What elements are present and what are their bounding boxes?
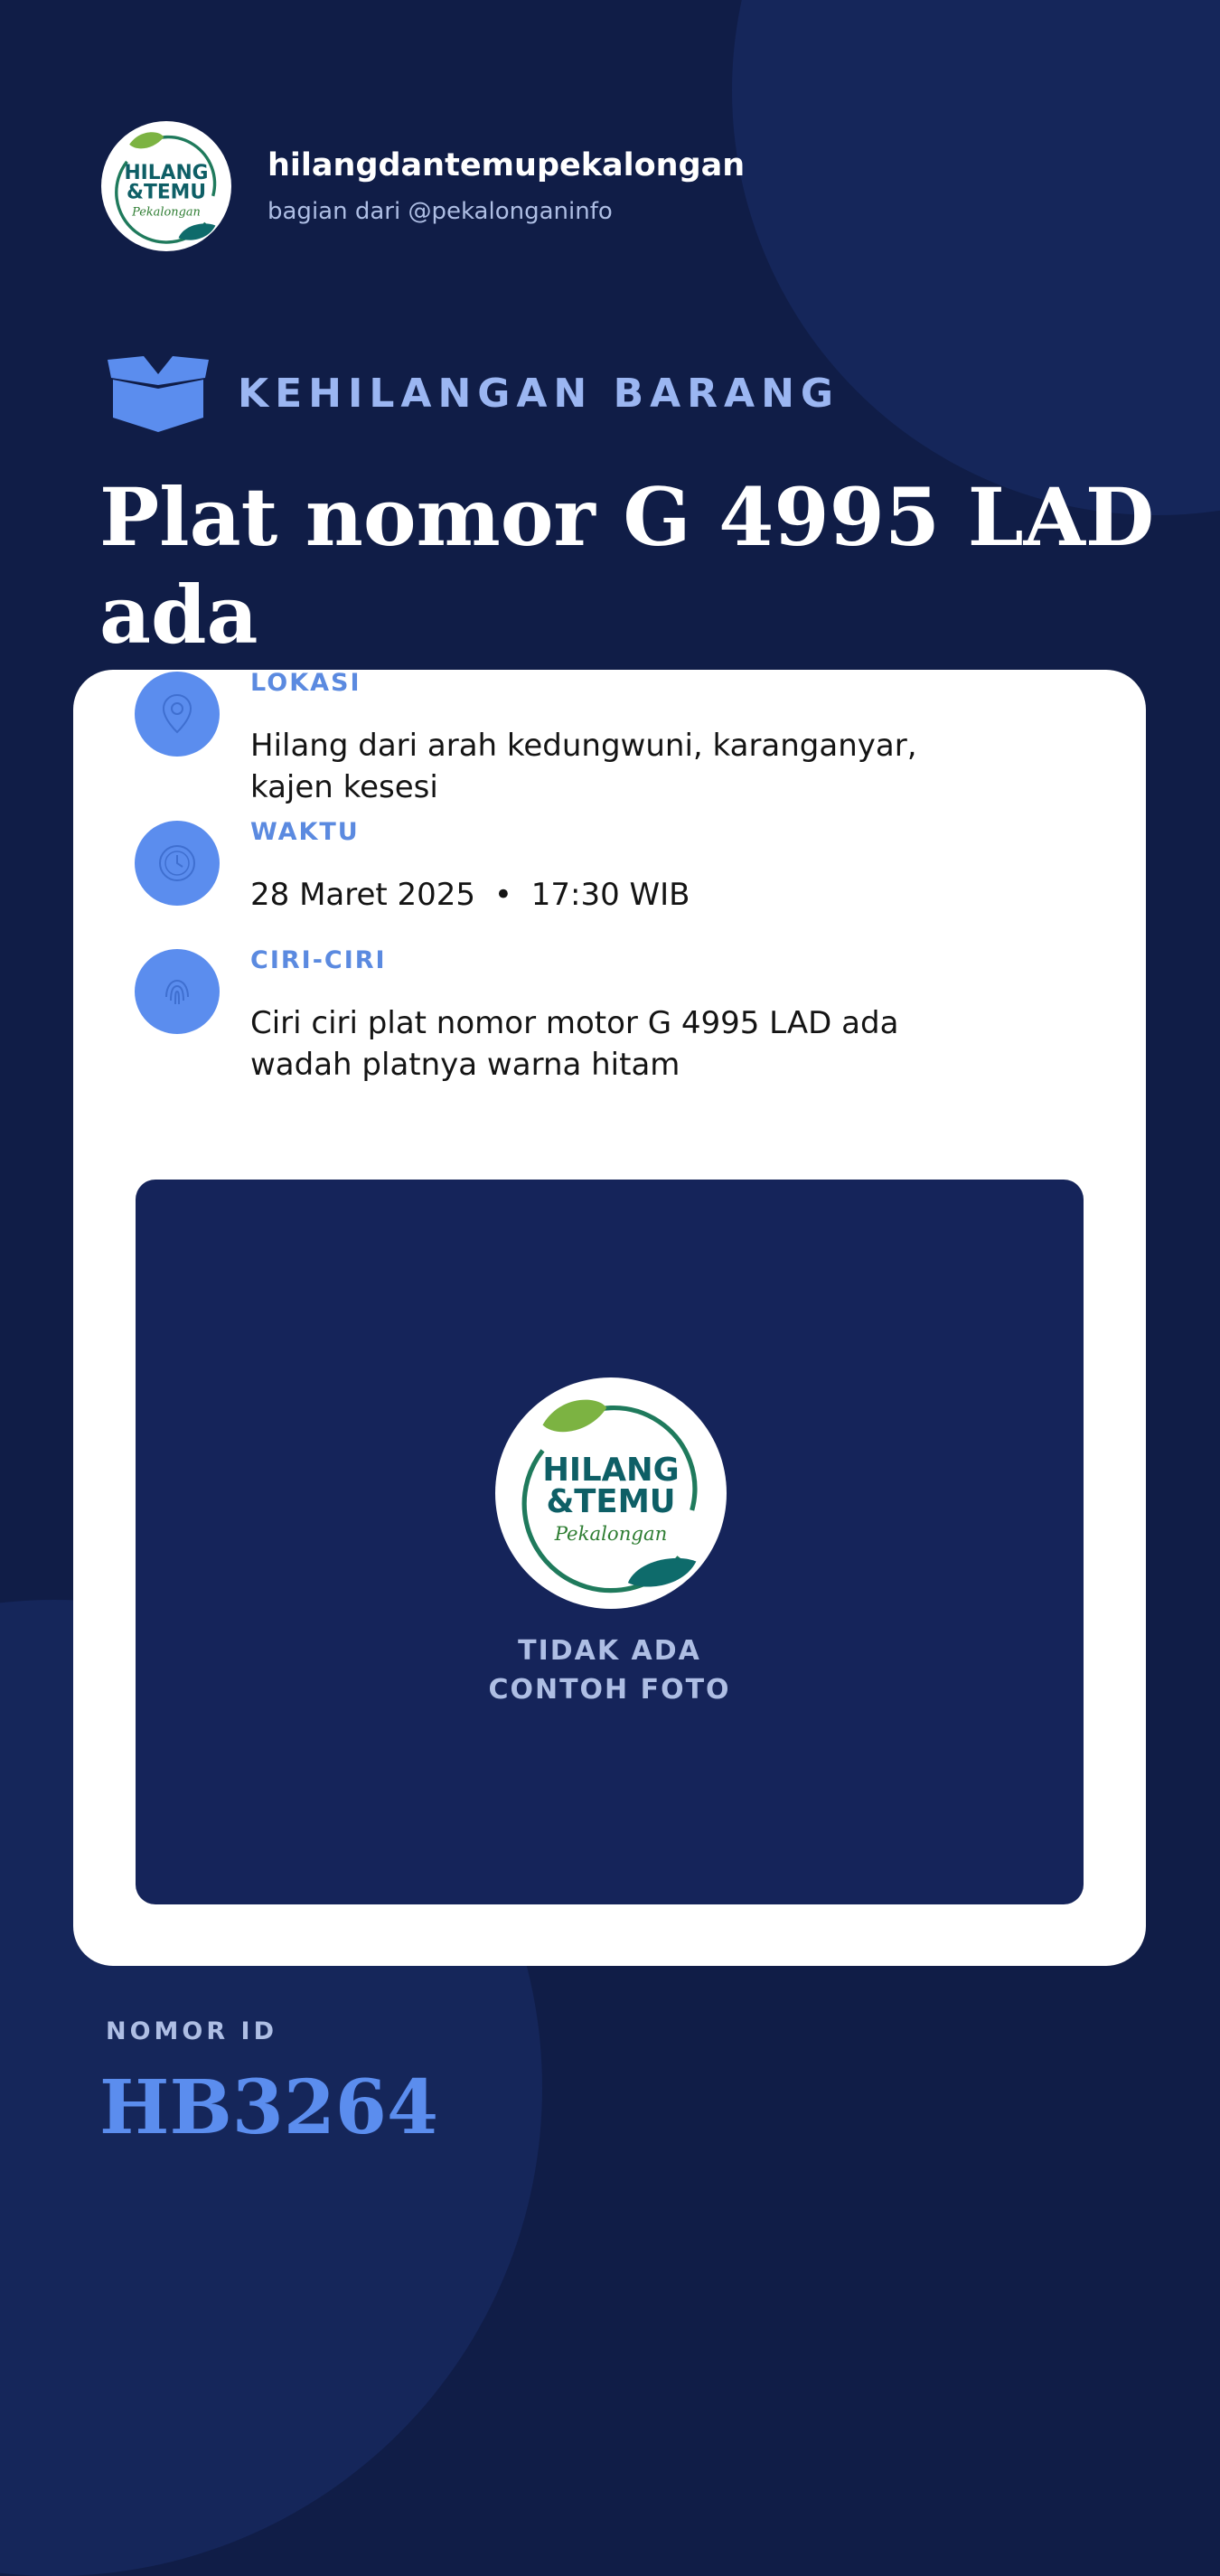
svg-text:HILANG: HILANG (542, 1451, 680, 1489)
placeholder-logo (495, 1377, 727, 1609)
waktu-date: 28 Maret 2025 (250, 877, 476, 913)
id-value: HB3264 (99, 2064, 439, 2151)
hilang-temu-logo-icon (105, 125, 228, 248)
category-label: KEHILANGAN BARANG (238, 370, 840, 417)
fingerprint-icon (135, 949, 220, 1034)
svg-text:HILANG: HILANG (124, 161, 209, 184)
details-card (73, 670, 1146, 1966)
no-photo-caption-line1: TIDAK ADA (518, 1635, 701, 1667)
lokasi-label: LOKASI (250, 669, 361, 697)
waktu-time: 17:30 WIB (530, 877, 690, 913)
lokasi-value: Hilang dari arah kedungwuni, karanganyar, kajen kesesi (250, 728, 917, 805)
detail-ciri-ciri (135, 887, 937, 1086)
account-subtitle: bagian dari @pekalonganinfo (267, 198, 613, 225)
open-box-icon (104, 354, 212, 432)
svg-text:Pekalongan: Pekalongan (554, 1522, 668, 1546)
location-pin-icon (135, 672, 220, 757)
waktu-separator: • (493, 877, 512, 913)
ciri-ciri-value: Ciri ciri plat nomor motor G 4995 LAD ada wadah platnya warna hitam (250, 1005, 899, 1083)
background-circle-top (732, 0, 1220, 515)
svg-text:Pekalongan: Pekalongan (132, 205, 201, 220)
avatar[interactable] (101, 121, 231, 251)
post-header (101, 121, 745, 251)
category-tag (104, 354, 840, 432)
account-info (267, 146, 745, 227)
no-photo-caption (136, 1631, 1084, 1709)
id-label: NOMOR ID (106, 2017, 278, 2045)
no-photo-caption-line2: CONTOH FOTO (488, 1674, 731, 1706)
post-title: Plat nomor G 4995 LAD ada (99, 470, 1155, 662)
hilang-temu-logo-icon (504, 1387, 718, 1600)
svg-text:&TEMU: &TEMU (546, 1483, 676, 1521)
ciri-ciri-label: CIRI-CIRI (250, 946, 387, 974)
svg-text:&TEMU: &TEMU (127, 181, 206, 204)
waktu-label: WAKTU (250, 818, 360, 846)
photo-placeholder (136, 1180, 1084, 1904)
account-name[interactable]: hilangdantemupekalongan (267, 147, 746, 183)
